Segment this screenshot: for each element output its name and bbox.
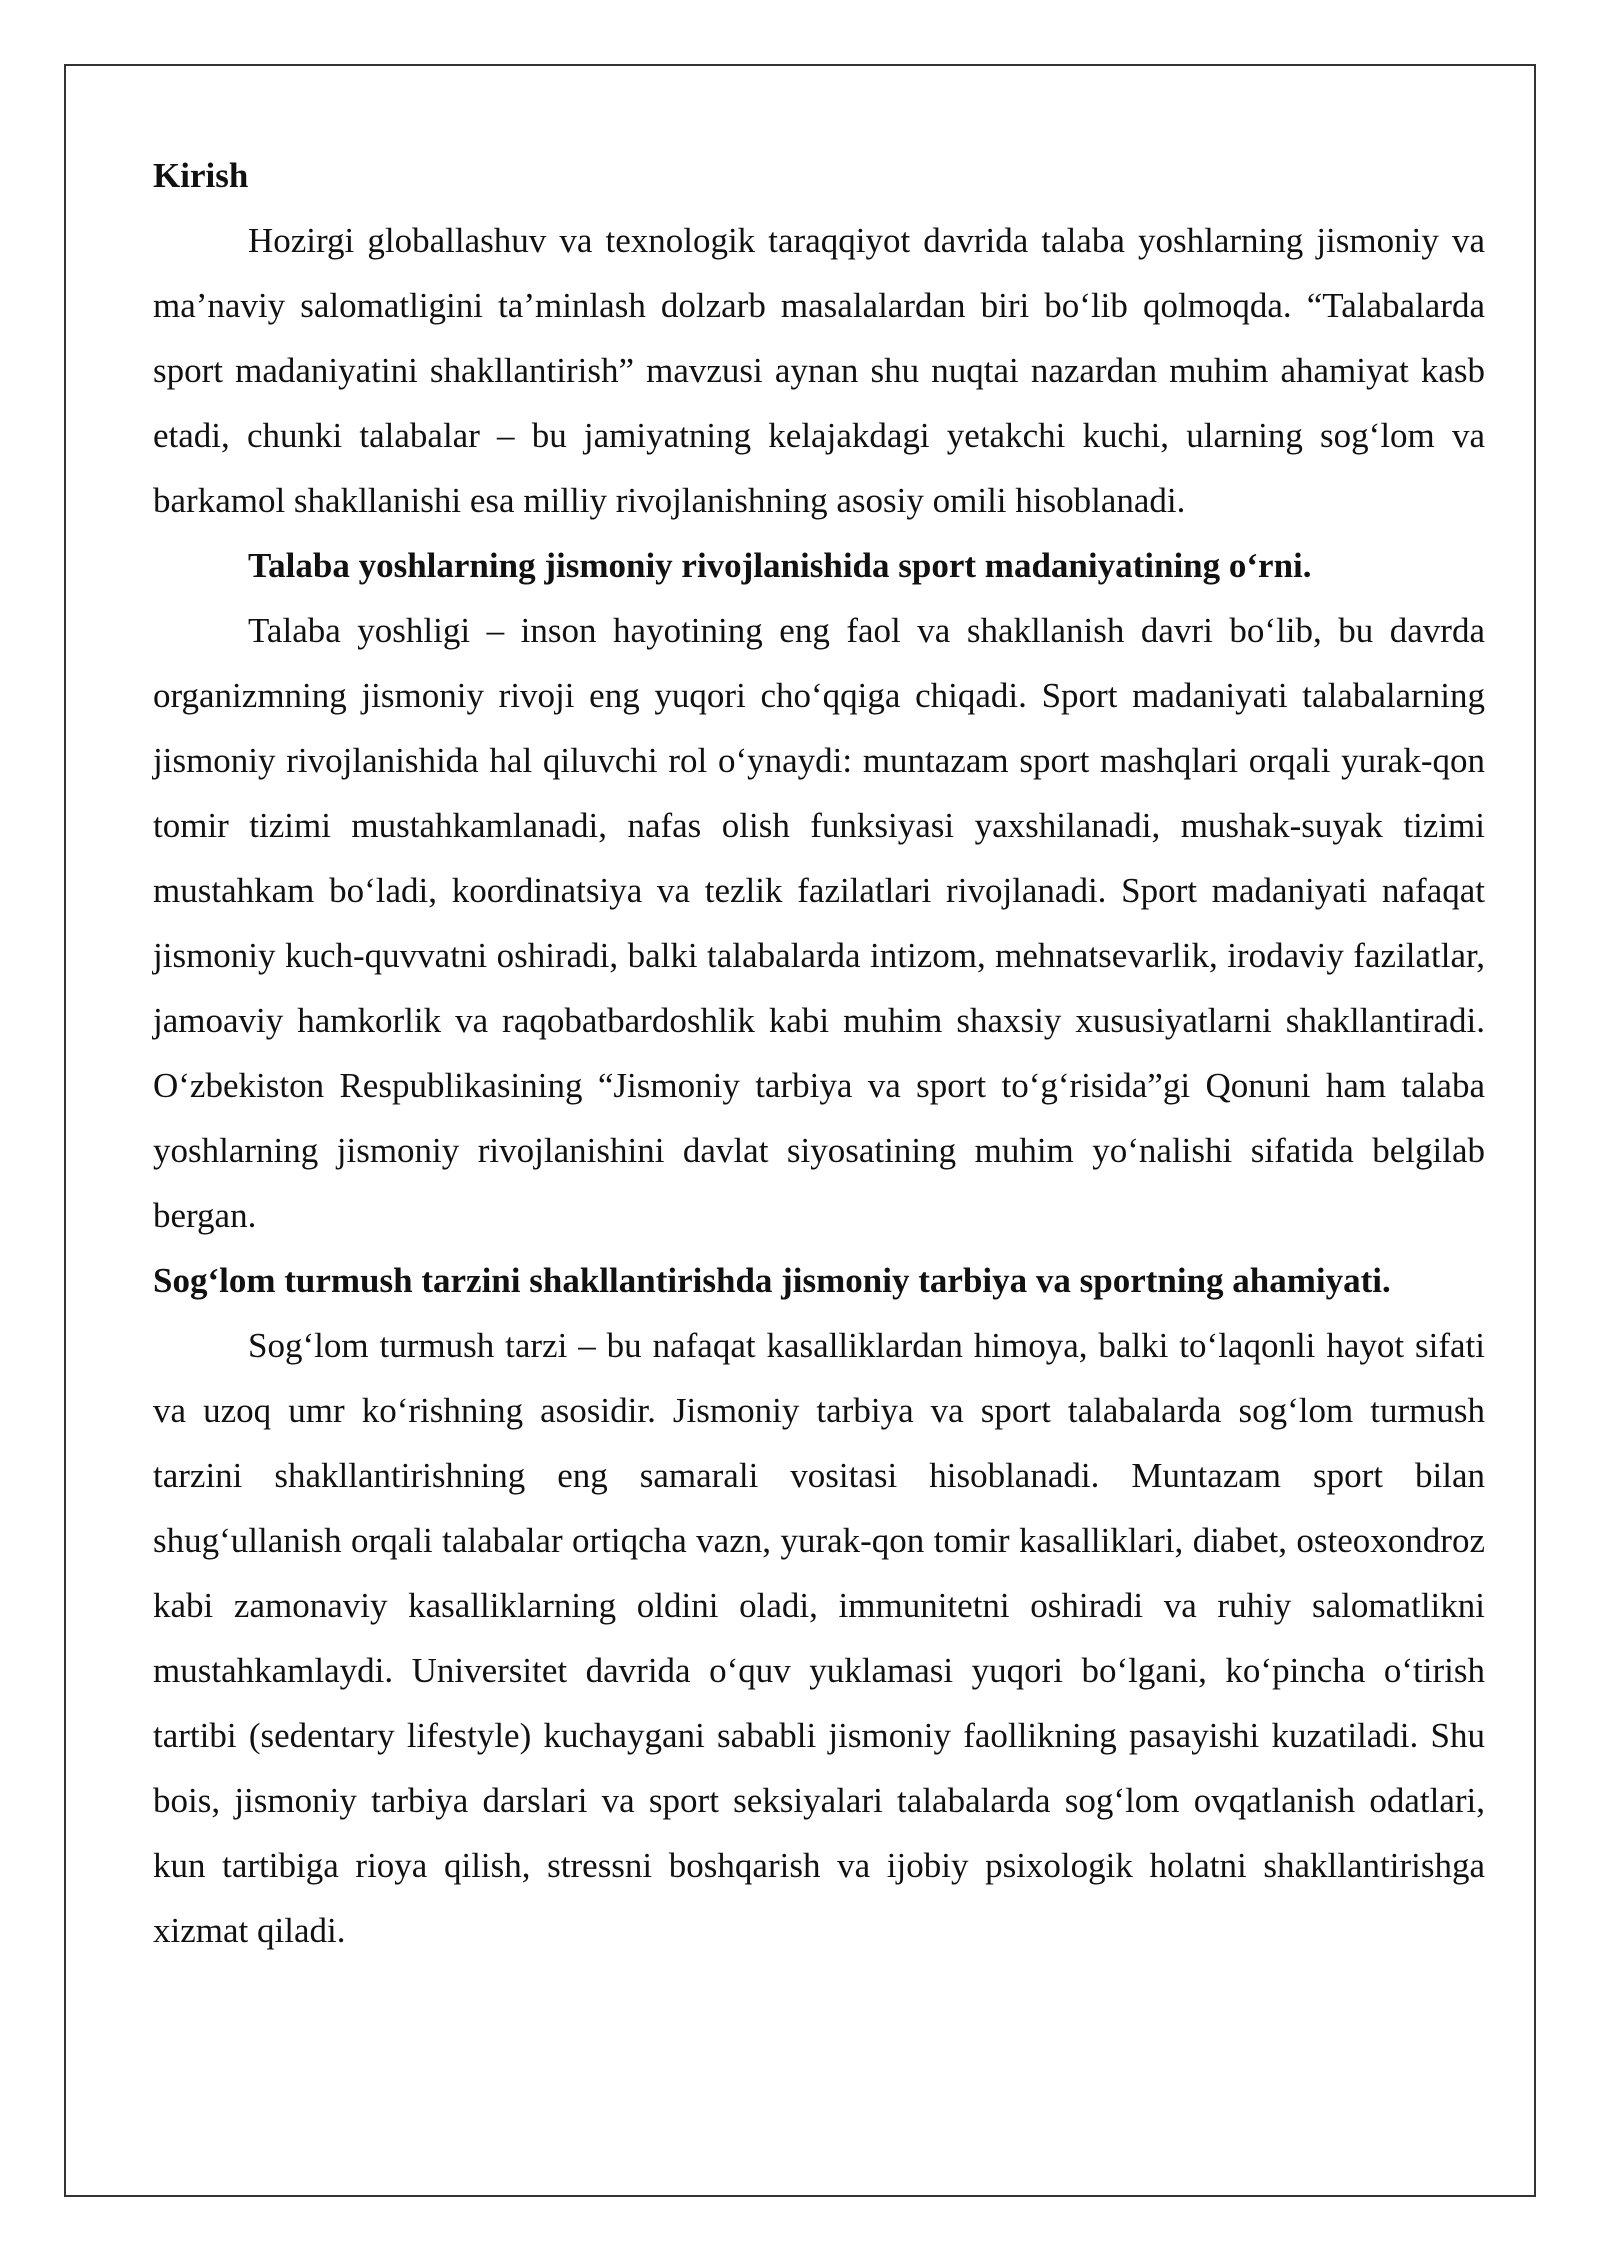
heading-section-2: Sog‘lom turmush tarzini shakllantirishda jismoniy tarbiya va sportning ahamiyati. — [153, 1261, 1391, 1300]
paragraph-section-1: Talaba yoshligi – inson hayotining eng faol va shakllanish davri bo‘lib, bu davrda organizmning jismoniy rivoji eng yuqori cho‘qqiga chiqadi. Sport madaniyati talabalarning jismoniy rivojlanishida hal qiluvchi rol o‘ynaydi: muntazam sport mashqlari orqali yurak-qon tomir tizimi mustahkamlanadi, nafas olish funksiyasi yaxshilanadi, mushak-suyak tizimi mustahkam bo‘ladi, koordinatsiya va tezlik fazilatlari rivojlanadi. Sport madaniyati nafaqat jismoniy kuch-quvvatni oshiradi, balki talabalarda intizom, mehnatsevarlik, irodaviy fazilatlar, jamoaviy hamkorlik va raqobatbardoshlik kabi muhim shaxsiy xususiyatlarni shakllantiradi. O‘zbekiston Respublikasining “Jismoniy tarbiya va sport to‘g‘risida”gi Qonuni ham talaba yoshlarning jismoniy rivojlanishini davlat siyosatining muhim yo‘nalishi sifatida belgilab bergan. — [153, 611, 1485, 1235]
paragraph-section-2: Sog‘lom turmush tarzi – bu nafaqat kasalliklardan himoya, balki to‘laqonli hayot sifati va uzoq umr ko‘rishning asosidir. Jismoniy tarbiya va sport talabalarda sog‘lom turmush tarzini shakllantirishning eng samarali vositasi hisoblanadi. Muntazam sport bilan shug‘ullanish orqali talabalar ortiqcha vazn, yurak-qon tomir kasalliklari, diabet, osteoxondroz kabi zamonaviy kasalliklarning oldini oladi, immunitetni oshiradi va ruhiy salomatlikni mustahkamlaydi. Universitet davrida o‘quv yuklamasi yuqori bo‘lgani, ko‘pincha o‘tirish tartibi (sedentary lifestyle) kuchaygani sababli jismoniy faollikning pasayishi kuzatiladi. Shu bois, jismoniy tarbiya darslari va sport seksiyalari talabalarda sog‘lom ovqatlanish odatlari, kun tartibiga rioya qilish, stressni boshqarish va ijobiy psixologik holatni shakllantirishga xizmat qiladi. — [153, 1326, 1485, 1950]
paragraph-intro: Hozirgi globallashuv va texnologik taraqqiyot davrida talaba yoshlarning jismoniy va ma’naviy salomatligini ta’minlash dolzarb masalalardan biri bo‘lib qolmoqda. “Talabalarda sport madaniyatini shakllantirish” mavzusi aynan shu nuqtai nazardan muhim ahamiyat kasb etadi, chunki talabalar – bu jamiyatning kelajakdagi yetakchi kuchi, ularning sog‘lom va barkamol shakllanishi esa milliy rivojlanishning asosiy omili hisoblanadi. — [153, 221, 1485, 520]
heading-intro: Kirish — [153, 156, 249, 195]
document-body — [153, 143, 1485, 1963]
heading-section-1: Talaba yoshlarning jismoniy rivojlanishida sport madaniyatining o‘rni. — [248, 546, 1312, 585]
